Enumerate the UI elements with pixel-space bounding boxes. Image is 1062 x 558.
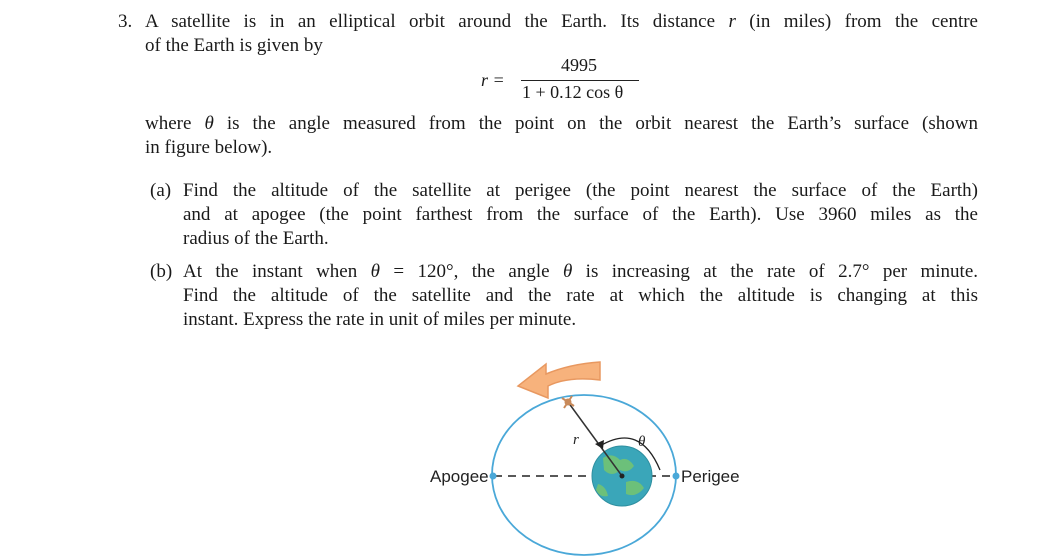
r-label: r [573, 432, 579, 448]
variable-r: r [728, 11, 736, 32]
where-line-2: in figure below). [145, 137, 273, 158]
apogee-point [490, 473, 497, 480]
part-a-line-1: Find the altitude of the satellite at perigee (the point nearest the surface of the Earth) [183, 180, 978, 201]
earth-center-point [620, 474, 625, 479]
part-a-label: (a) [150, 180, 172, 201]
formula-denominator: 1 + 0.12 cos θ [522, 82, 624, 102]
orbit-direction-arrow [518, 362, 600, 398]
part-b-line-2: Find the altitude of the satellite and the rate at which the altitude is changing at this [183, 285, 978, 306]
perigee-label: Perigee [681, 467, 740, 486]
formula-lhs: r = [481, 70, 505, 90]
part-b-line-1: At the instant when θ = 120°, the angle θ is increasing at the rate of 2.7° per minute. [183, 261, 979, 282]
variable-theta: θ [204, 113, 214, 134]
where-line-1: where θ is the angle measured from the point on the orbit nearest the Earth’s surface (shown [145, 113, 978, 134]
intro-line-1: A satellite is in an elliptical orbit around the Earth. Its distance r (in miles) from the centre [145, 11, 978, 32]
problem-number: 3. [118, 11, 133, 32]
part-a-line-3: radius of the Earth. [183, 228, 329, 249]
perigee-point [673, 473, 680, 480]
part-a-line-2: and at apogee (the point farthest from the surface of the Earth). Use 3960 miles as the [183, 204, 978, 225]
theta-label: θ [638, 434, 646, 450]
intro-line-2: of the Earth is given by [145, 35, 323, 56]
part-b-label: (b) [150, 261, 173, 282]
apogee-label: Apogee [430, 467, 489, 486]
formula-numerator: 4995 [561, 55, 597, 75]
part-b-line-3: instant. Express the rate in unit of miles per minute. [183, 309, 577, 330]
